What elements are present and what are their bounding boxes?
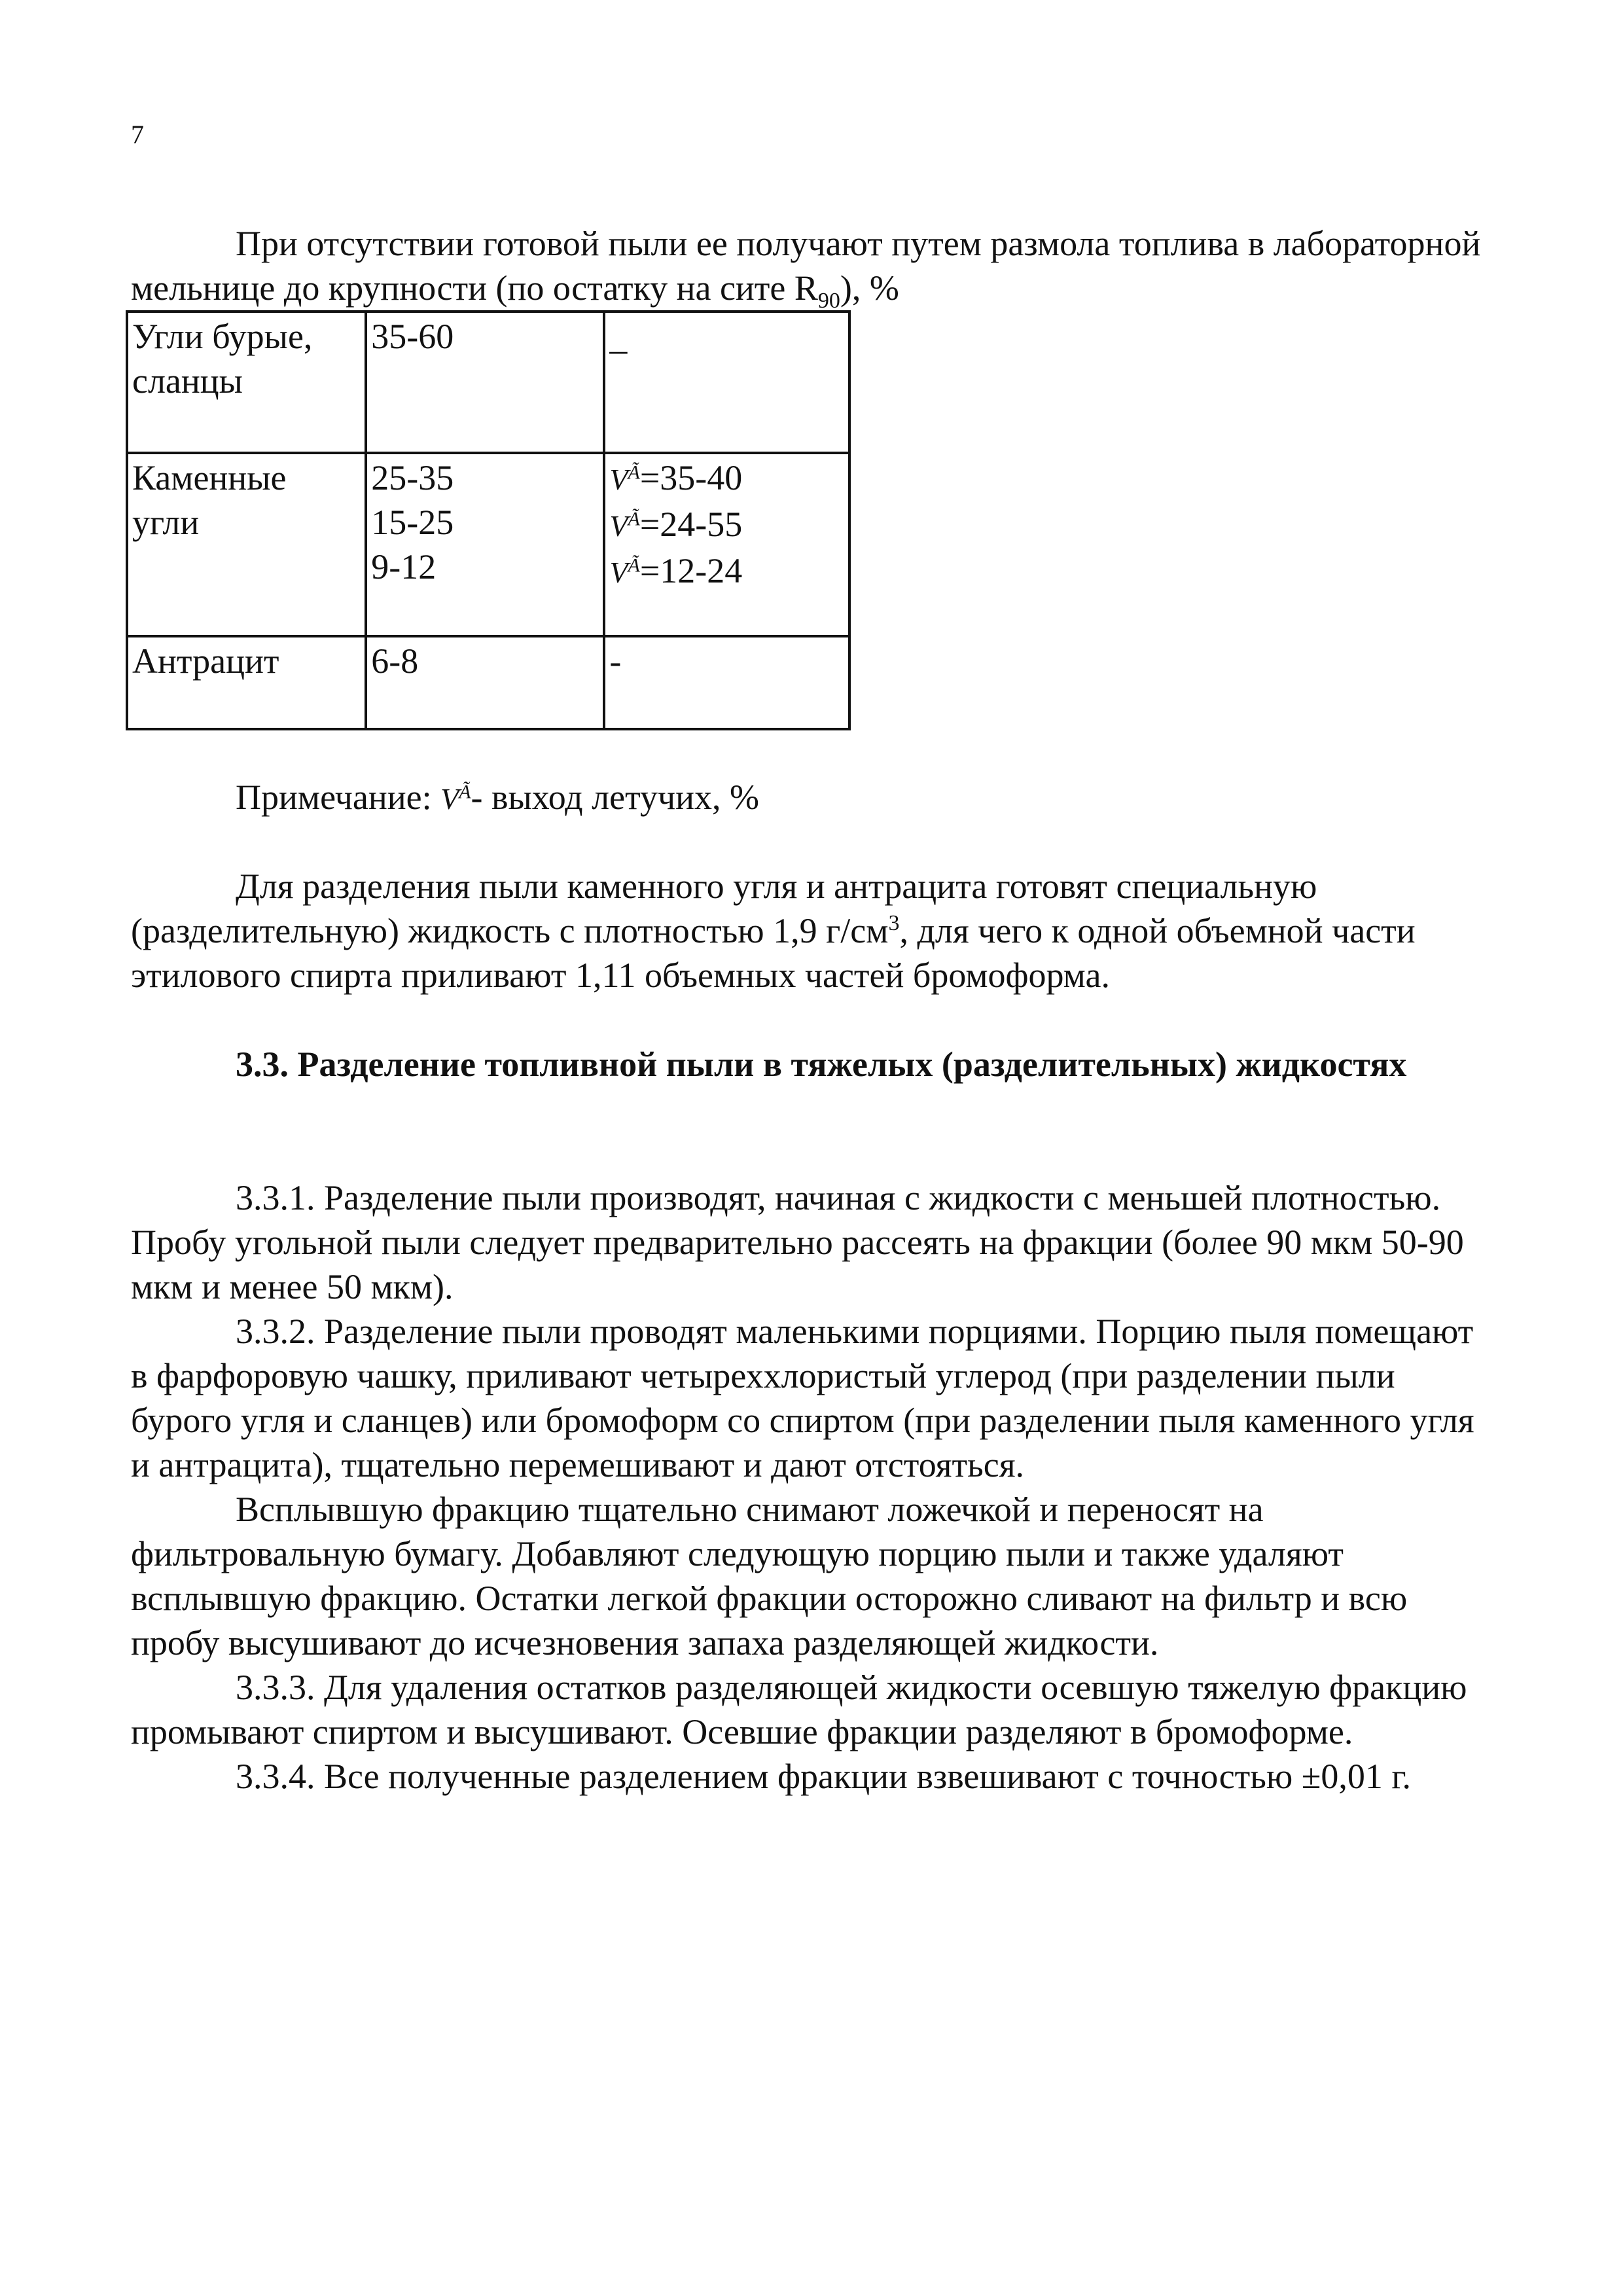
volatile-symbol: $V^Ã$ — [440, 781, 471, 816]
volatile-cell — [604, 453, 849, 636]
intro-paragraph — [131, 221, 1492, 313]
residue-value: 35-60 — [371, 317, 454, 356]
paragraph-3-3-2: 3.3.2. Разделение пыли проводят маленькими порциями. Порцию пыля помещают в фарфоровую чашку, приливают четыреххлористый углерод (при разделении пыли бурого угля и сланцев) или бромоформ со спиртом (при разделении пыля каменного угля и антрацита), тщательно перемешивают и дают отстояться. — [131, 1312, 1474, 1484]
coal-type-cell: Антрацит — [127, 636, 366, 729]
volatile-value: =12-24 — [639, 551, 743, 590]
volatile-line — [609, 502, 844, 548]
residue-value: 9-12 — [371, 547, 437, 586]
volatile-value: - — [609, 641, 622, 681]
note-label: Примечание: — [236, 778, 432, 817]
residue-value: 15-25 — [371, 503, 454, 542]
table-row — [127, 636, 849, 729]
liquid-text-a: Для разделения пыли каменного угля и антрацита готовят специальную (разделительную) жидкость с плотностью 1,9 г/см — [131, 867, 1317, 950]
intro-text: При отсутствии готовой пыли ее получают путем размола топлива в лабораторной мельнице до крупности (по остатку на сите R — [131, 224, 1481, 308]
intro-subscript: 90 — [817, 288, 840, 313]
paragraph-3-3-3: 3.3.3. Для удаления остатков разделяющей жидкости осевшую тяжелую фракцию промывают спиртом и высушивают. Осевшие фракции разделяют в бромоформе. — [131, 1668, 1467, 1751]
paragraph-floating-fraction: Всплывшую фракцию тщательно снимают ложечкой и переносят на фильтровальную бумагу. Добавляют следующую порцию пыли и также удаляют всплывшую фракцию. Остатки легкой фракции осторожно сливают на фильтр и всю пробу высушивают до исчезновения запаха разделяющей жидкости. — [131, 1490, 1408, 1662]
volatile-symbol: $V^Ã$ — [609, 554, 640, 589]
volatile-line — [609, 548, 844, 595]
volatile-symbol: $V^Ã$ — [609, 508, 640, 543]
residue-value: 25-35 — [371, 458, 454, 497]
liquid-text-b: , для чего к одной объемной части этилового спирта приливают 1,11 объемных частей бромоформа. — [131, 911, 1416, 995]
volatile-cell — [604, 312, 849, 453]
residue-cell — [366, 312, 604, 453]
residue-value: 6-8 — [371, 641, 419, 681]
residue-cell — [366, 453, 604, 636]
volatile-line — [609, 456, 844, 502]
note-text: - выход летучих, % — [471, 778, 759, 817]
volatile-cell — [604, 636, 849, 729]
coal-type-cell: Каменные угли — [127, 453, 366, 636]
intro-after: ), % — [840, 268, 899, 308]
paragraph-3-3-4: 3.3.4. Все полученные разделением фракции взвешивают с точностью ±0,01 г. — [236, 1757, 1411, 1796]
volatile-value: =35-40 — [639, 458, 743, 497]
page-number: 7 — [131, 120, 144, 149]
liquid-sup: 3 — [888, 911, 900, 935]
residue-cell — [366, 636, 604, 729]
table-row — [127, 312, 849, 453]
liquid-paragraph — [131, 864, 1492, 997]
section-heading: 3.3. Разделение топливной пыли в тяжелых (разделительных) жидкостях — [236, 1045, 1407, 1084]
paragraph-3-3-1: 3.3.1. Разделение пыли производят, начиная с жидкости с меньшей плотностью. Пробу угольной пыли следует предварительно рассеять на фракции (более 90 мкм 50-90 мкм и менее 50 мкм). — [131, 1178, 1464, 1306]
table-row — [127, 453, 849, 636]
volatile-value: =24-55 — [639, 505, 743, 544]
volatile-symbol: $V^Ã$ — [609, 461, 640, 496]
section-body — [131, 1175, 1492, 1799]
volatile-value: – — [609, 330, 628, 369]
coal-type-cell: Угли бурые, сланцы — [127, 312, 366, 453]
note-line — [131, 775, 1492, 821]
coal-residue-table — [126, 310, 851, 730]
